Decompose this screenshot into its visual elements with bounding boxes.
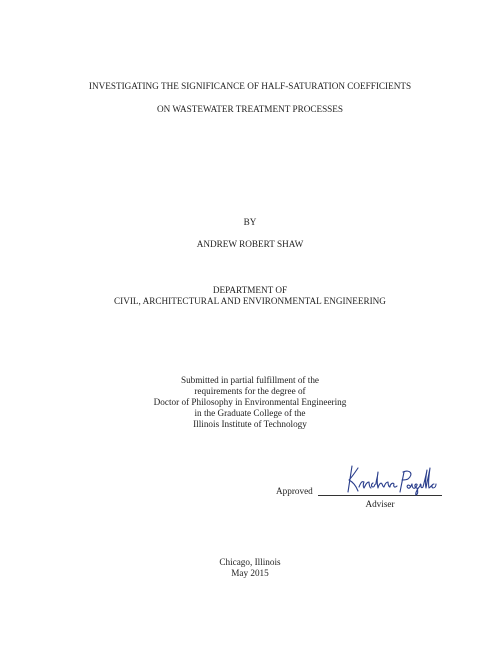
- approved-label: Approved: [276, 486, 313, 496]
- thesis-title-line-2: ON WASTEWATER TREATMENT PROCESSES: [156, 104, 344, 114]
- date-text: May 2015: [231, 568, 269, 578]
- location-text: Chicago, Illinois: [219, 557, 281, 567]
- author-name: ANDREW ROBERT SHAW: [196, 239, 304, 249]
- submission-line-2: requirements for the degree of: [194, 386, 306, 396]
- adviser-label: Adviser: [365, 499, 395, 509]
- department-line-2: CIVIL, ARCHITECTURAL AND ENVIRONMENTAL ENGINEERING: [114, 296, 386, 306]
- submission-line-4: in the Graduate College of the: [194, 408, 306, 418]
- by-label: BY: [243, 217, 257, 227]
- thesis-title-line-1: INVESTIGATING THE SIGNIFICANCE OF HALF-SATURATION COEFFICIENTS: [88, 81, 412, 91]
- submission-line-1: Submitted in partial fulfillment of the: [180, 375, 320, 385]
- department-line-1: DEPARTMENT OF: [212, 285, 288, 295]
- submission-line-3: Doctor of Philosophy in Environmental Engineering: [153, 397, 347, 407]
- submission-line-5: Illinois Institute of Technology: [193, 419, 307, 429]
- adviser-signature: [340, 462, 460, 496]
